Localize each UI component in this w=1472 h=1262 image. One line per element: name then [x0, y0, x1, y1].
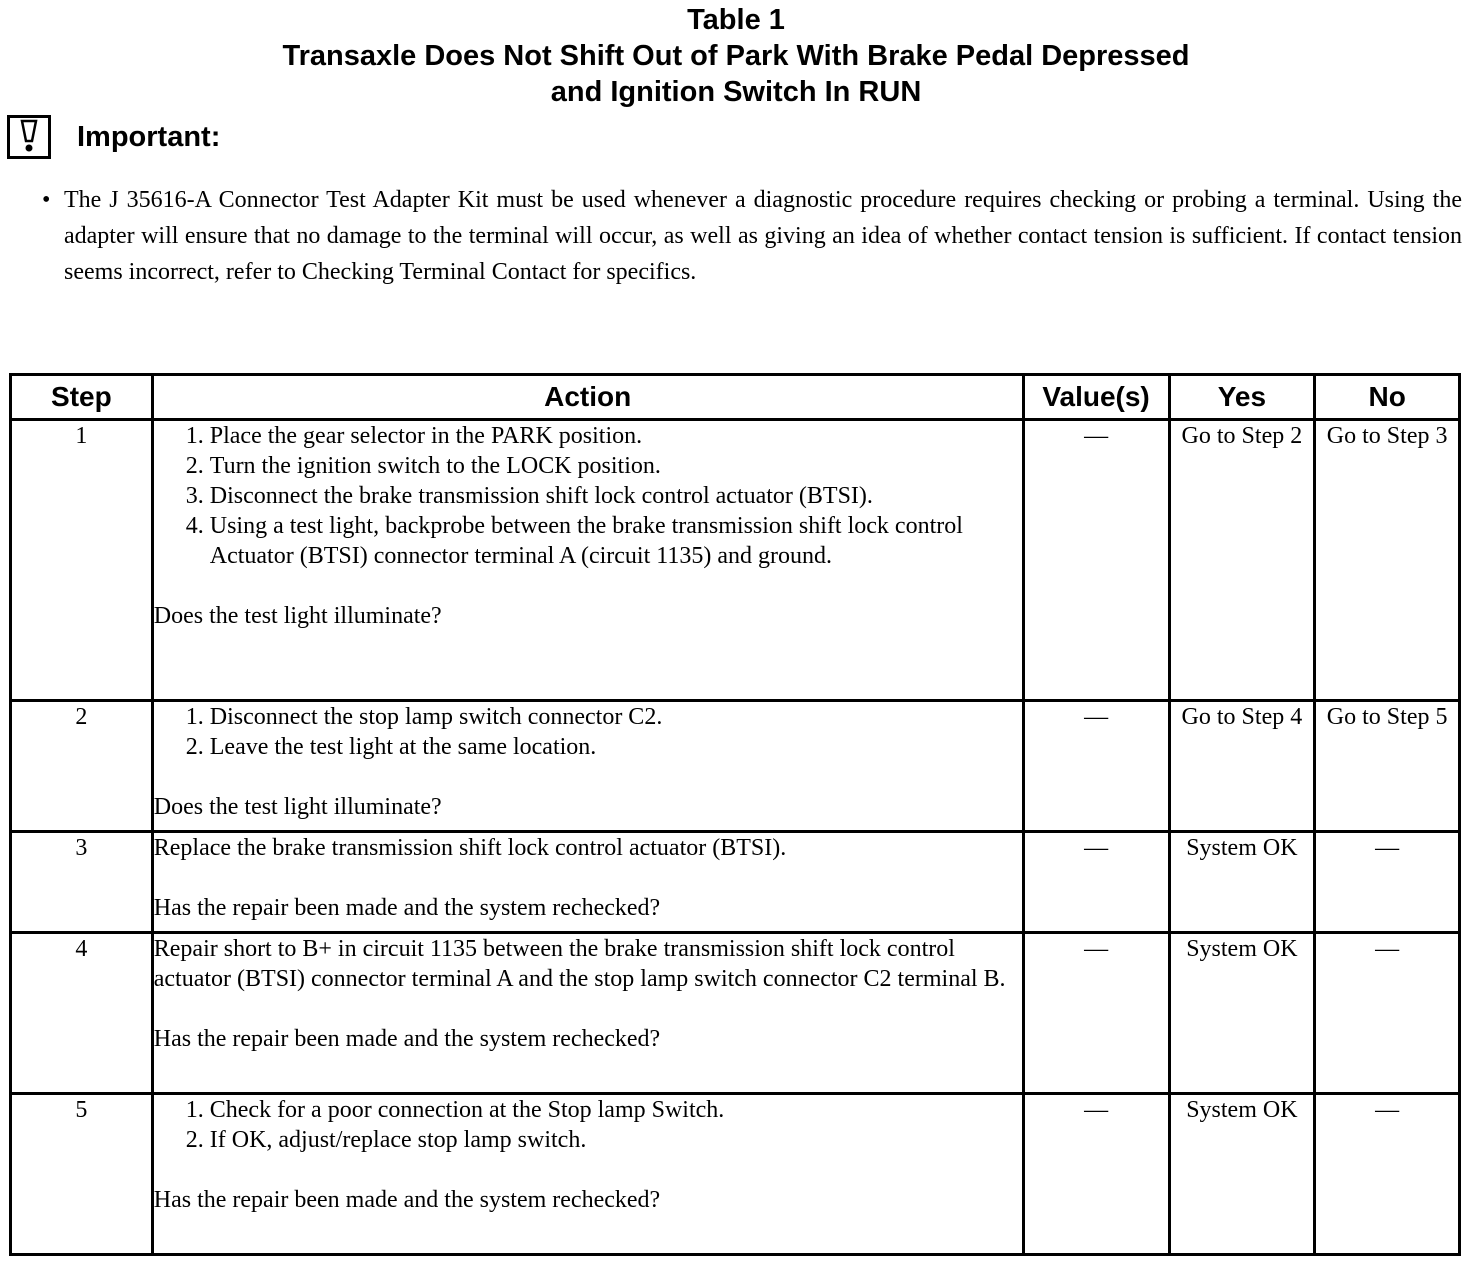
values-cell: —: [1023, 1094, 1169, 1255]
action-question: Has the repair been made and the system rechecked?: [153, 895, 661, 921]
action-step-item: 2. Turn the ignition switch to the LOCK position.: [210, 451, 1022, 481]
action-cell: [152, 933, 1023, 1094]
table-row: [11, 701, 1460, 832]
no-cell: Go to Step 5: [1315, 701, 1460, 832]
action-cell: [152, 832, 1023, 933]
step-number: 4: [11, 933, 153, 1094]
values-cell: —: [1023, 420, 1169, 701]
action-cell: [152, 420, 1023, 701]
action-step-item: 1. Check for a poor connection at the Stop lamp Switch.: [210, 1095, 1022, 1125]
header-action: Action: [152, 375, 1023, 420]
table-number: Table 1: [687, 4, 785, 36]
table-row: [11, 420, 1460, 701]
action-step-item: 2. Leave the test light at the same location.: [210, 732, 1022, 762]
action-step-item: 1. Disconnect the stop lamp switch connector C2.: [210, 702, 1022, 732]
table-row: [11, 933, 1460, 1094]
header-no: No: [1315, 375, 1460, 420]
action-step-item: 4. Using a test light, backprobe between the brake transmission shift lock control Actuator (BTSI) connector terminal A (circuit 1135) and ground.: [210, 511, 1022, 571]
no-cell: —: [1315, 933, 1460, 1094]
no-cell: —: [1315, 832, 1460, 933]
action-cell: [152, 701, 1023, 832]
action-cell: [152, 1094, 1023, 1255]
yes-cell: System OK: [1169, 933, 1315, 1094]
header-values: Value(s): [1023, 375, 1169, 420]
action-step-item: 1. Place the gear selector in the PARK position.: [210, 421, 1022, 451]
diagnostic-table: [9, 373, 1461, 1256]
yes-cell: Go to Step 4: [1169, 701, 1315, 832]
yes-cell: Go to Step 2: [1169, 420, 1315, 701]
table-title-line-2: and Ignition Switch In RUN: [550, 76, 922, 108]
table-title-block: [0, 2, 1472, 110]
action-question: Has the repair been made and the system rechecked?: [153, 1187, 661, 1213]
action-step-item: 3. Disconnect the brake transmission shift lock control actuator (BTSI).: [210, 481, 1022, 511]
action-step-item: 2. If OK, adjust/replace stop lamp switch.: [210, 1125, 1022, 1155]
action-text: Repair short to B+ in circuit 1135 between the brake transmission shift lock control actuator (BTSI) connector terminal A and the stop lamp switch connector C2 terminal B.: [153, 936, 1006, 992]
values-cell: —: [1023, 933, 1169, 1094]
table-body: [11, 420, 1460, 1255]
important-heading: [7, 115, 220, 159]
important-label: Important:: [77, 120, 221, 153]
step-number: 5: [11, 1094, 153, 1255]
action-question: Does the test light illuminate?: [153, 794, 442, 820]
important-note-text: The J 35616-A Connector Test Adapter Kit must be used whenever a diagnostic procedure requires checking or probing a terminal. Using the adapter will ensure that no damage to the terminal will occur, as well as giving an idea of whether contact tension is sufficient. If contact tension seems incorrect, refer to Checking Terminal Contact for specifics.: [64, 187, 1462, 285]
values-cell: —: [1023, 701, 1169, 832]
step-number: 2: [11, 701, 153, 832]
action-steps-list: [154, 702, 1022, 762]
no-cell: —: [1315, 1094, 1460, 1255]
no-cell: Go to Step 3: [1315, 420, 1460, 701]
important-note: [42, 182, 1462, 290]
step-number: 1: [11, 420, 153, 701]
header-step: Step: [11, 375, 153, 420]
action-question: Does the test light illuminate?: [153, 603, 442, 629]
table-row: [11, 832, 1460, 933]
action-question: Has the repair been made and the system rechecked?: [153, 1026, 661, 1052]
yes-cell: System OK: [1169, 1094, 1315, 1255]
action-steps-list: [154, 421, 1022, 571]
bullet-icon: •: [42, 187, 51, 213]
step-number: 3: [11, 832, 153, 933]
table-header-row: [11, 375, 1460, 420]
values-cell: —: [1023, 832, 1169, 933]
table-title-line-1: Transaxle Does Not Shift Out of Park With Brake Pedal Depressed: [282, 40, 1190, 72]
action-steps-list: [154, 1095, 1022, 1155]
exclamation-mark-icon: [17, 119, 41, 155]
exclamation-box-icon: [7, 115, 51, 159]
yes-cell: System OK: [1169, 832, 1315, 933]
header-yes: Yes: [1169, 375, 1315, 420]
table-row: [11, 1094, 1460, 1255]
action-text: Replace the brake transmission shift lock control actuator (BTSI).: [153, 835, 787, 861]
